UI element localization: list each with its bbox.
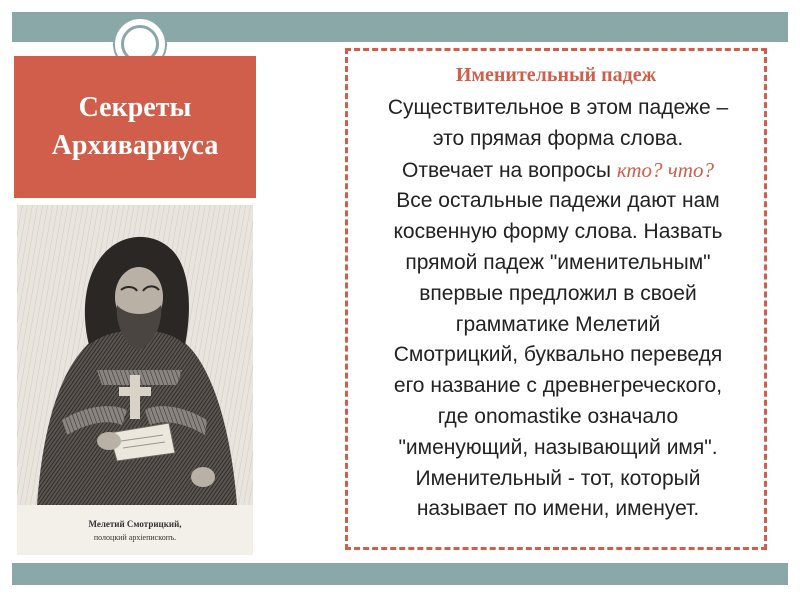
portrait-engraving (17, 205, 253, 555)
body-line: Все остальные падежи дают нам (396, 189, 720, 213)
body-line: Именительный - тот, который (415, 466, 701, 490)
body-line: впервые предложил в своей (419, 281, 697, 305)
bottom-decorative-band (12, 563, 788, 585)
body-line: его название с древнегреческого, (393, 374, 723, 398)
body-line: Смотрицкий, буквально переведя (393, 343, 723, 367)
body-line: называет по имени, именует. (416, 497, 700, 521)
portrait-caption-name: Мелетий Смотрицкий, (88, 519, 182, 529)
body-line: Существительное в этом падеже – (387, 96, 729, 119)
panel-heading: Именительный падеж (455, 64, 657, 86)
body-line: "именующий, называющий имя". (398, 435, 718, 459)
content-panel (345, 48, 767, 550)
section-title-line-2: Архивариуса (51, 130, 219, 161)
body-line: это прямая форма слова. (432, 126, 684, 150)
body-line: грамматике Мелетий (455, 312, 661, 336)
section-title (52, 89, 219, 165)
portrait-figure-illustration (17, 205, 253, 555)
body-line: прямой падеж "именительным" (405, 250, 711, 274)
body-line: где onomastike означало (437, 404, 679, 428)
body-line: косвенную форму слова. Назвать (393, 220, 723, 244)
body-line-text: Отвечает на вопросы (402, 158, 617, 182)
portrait-caption-title: полоцкий архiепископъ. (93, 533, 177, 542)
section-title-line-1: Секреты (78, 92, 192, 123)
section-title-box (14, 56, 256, 198)
panel-body-text (362, 93, 754, 525)
body-line-questions (362, 155, 754, 187)
questions-highlight: кто? что? (616, 157, 714, 182)
